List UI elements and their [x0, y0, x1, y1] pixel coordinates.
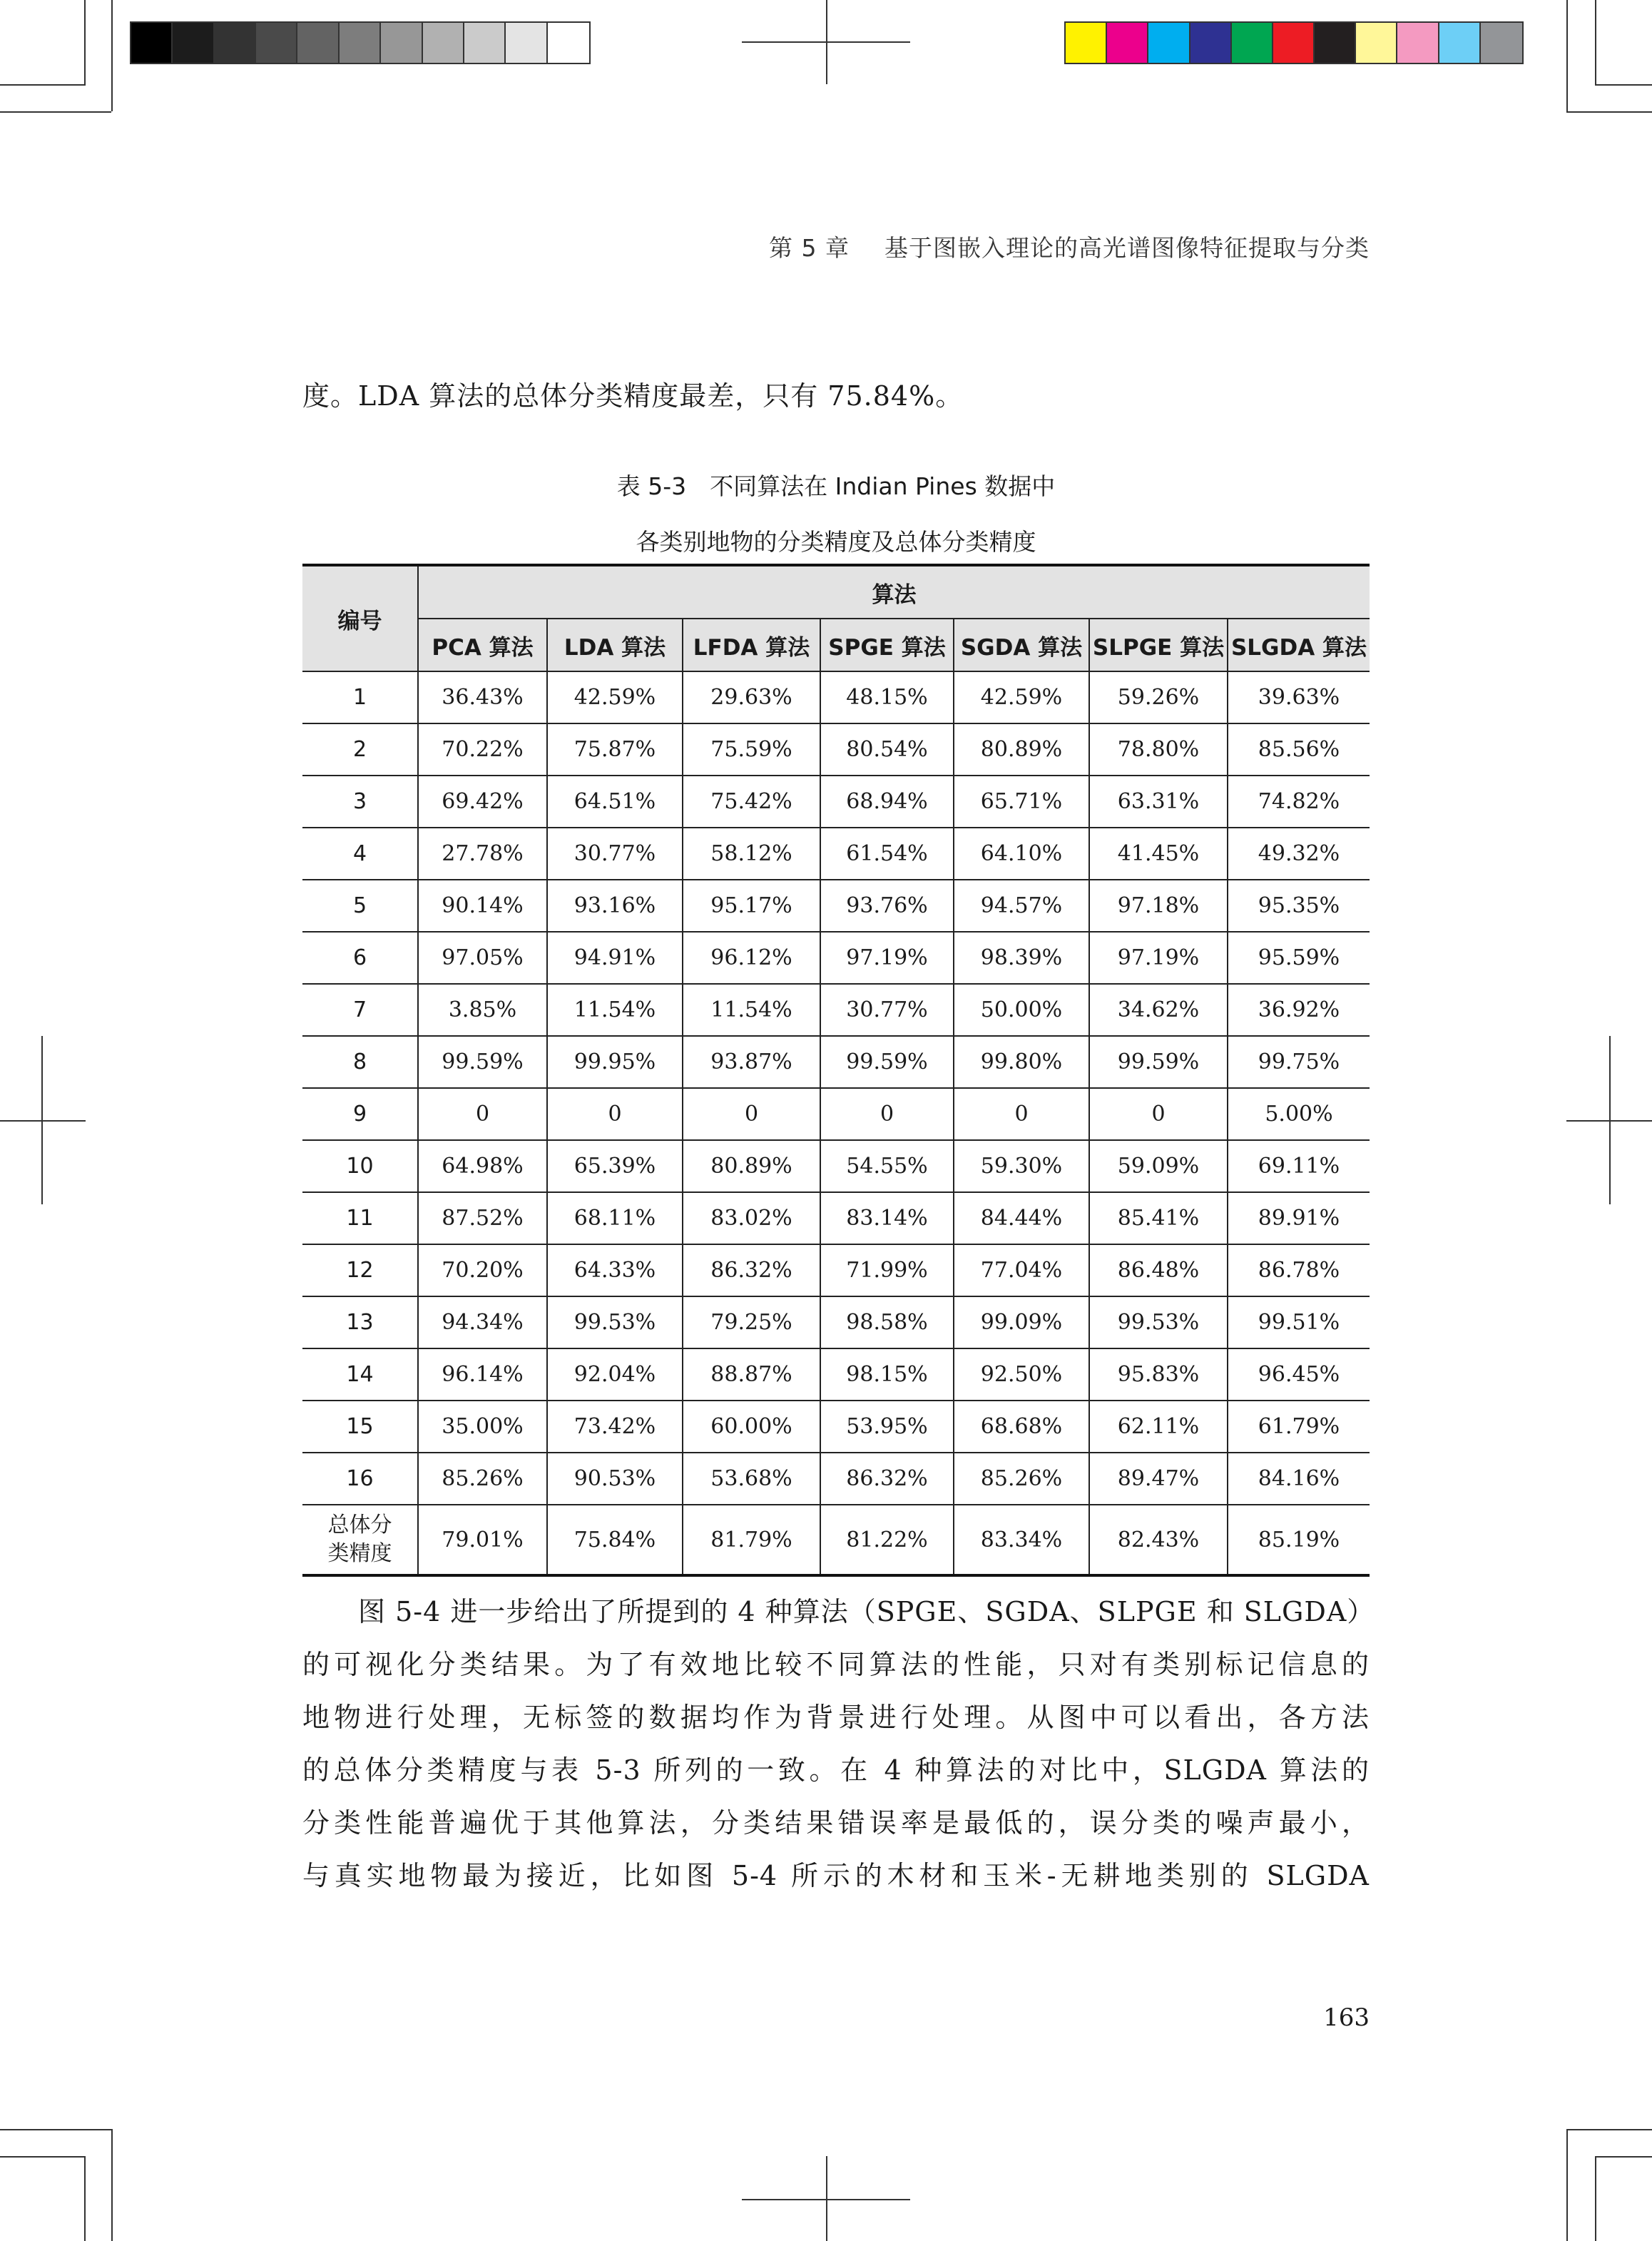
overall-cell: 82.43% — [1089, 1505, 1228, 1575]
table-cell: 50.00% — [954, 984, 1089, 1036]
table-cell: 80.54% — [820, 723, 954, 776]
table-cell: 0 — [418, 1088, 547, 1140]
intro-text: 度。LDA 算法的总体分类精度最差，只有 75.84%。 — [302, 380, 964, 412]
table-cell: 99.80% — [954, 1036, 1089, 1088]
table-row — [302, 671, 1370, 723]
row-id: 10 — [302, 1140, 418, 1192]
table-cell: 99.09% — [954, 1296, 1089, 1348]
table-cell: 99.95% — [547, 1036, 683, 1088]
table-cell: 59.26% — [1089, 671, 1228, 723]
table-cell: 80.89% — [683, 1140, 820, 1192]
swatch-2 — [173, 23, 214, 63]
table-cell: 39.63% — [1228, 671, 1370, 723]
table-cell: 99.59% — [820, 1036, 954, 1088]
table-cell: 98.58% — [820, 1296, 954, 1348]
table-cell: 35.00% — [418, 1401, 547, 1453]
table-cell: 75.59% — [683, 723, 820, 776]
table-cell: 90.53% — [547, 1453, 683, 1505]
column-header: SPGE 算法 — [820, 619, 954, 671]
table-cell: 85.26% — [418, 1453, 547, 1505]
swatch-4 — [256, 23, 297, 63]
table-cell: 85.56% — [1228, 723, 1370, 776]
table-cell: 90.14% — [418, 880, 547, 932]
body-line: 的总体分类精度与表 5-3 所列的一致。在 4 种算法的对比中，SLGDA 算法的 — [302, 1754, 1370, 1786]
table-cell: 85.26% — [954, 1453, 1089, 1505]
table-row — [302, 1192, 1370, 1244]
intro-paragraph — [302, 370, 1370, 422]
table-cell: 83.14% — [820, 1192, 954, 1244]
row-id: 9 — [302, 1088, 418, 1140]
row-id: 2 — [302, 723, 418, 776]
table-cell: 92.50% — [954, 1348, 1089, 1401]
table-cell: 41.45% — [1089, 828, 1228, 880]
row-id: 13 — [302, 1296, 418, 1348]
table-cell: 93.16% — [547, 880, 683, 932]
grayscale-calibration-bar — [130, 21, 591, 64]
table-cell: 36.43% — [418, 671, 547, 723]
overall-cell: 85.19% — [1228, 1505, 1370, 1575]
table-cell: 30.77% — [547, 828, 683, 880]
swatch-8 — [1356, 23, 1397, 63]
table-row — [302, 880, 1370, 932]
swatch-7 — [381, 23, 422, 63]
table-cell: 64.98% — [418, 1140, 547, 1192]
column-header: LDA 算法 — [547, 619, 683, 671]
column-header: SLPGE 算法 — [1089, 619, 1228, 671]
swatch-6 — [340, 23, 381, 63]
table-cell: 85.41% — [1089, 1192, 1228, 1244]
table-cell: 99.59% — [1089, 1036, 1228, 1088]
column-header: SLGDA 算法 — [1228, 619, 1370, 671]
swatch-11 — [1481, 23, 1522, 63]
table-cell: 59.09% — [1089, 1140, 1228, 1192]
table-cell: 0 — [820, 1088, 954, 1140]
table-cell: 30.77% — [820, 984, 954, 1036]
table-row — [302, 1453, 1370, 1505]
swatch-7 — [1315, 23, 1356, 63]
row-id: 6 — [302, 932, 418, 984]
table-row — [302, 723, 1370, 776]
id-column-header: 编号 — [302, 565, 418, 671]
table-cell: 0 — [547, 1088, 683, 1140]
column-header: LFDA 算法 — [683, 619, 820, 671]
table-cell: 73.42% — [547, 1401, 683, 1453]
body-line: 地物进行处理，无标签的数据均作为背景进行处理。从图中可以看出，各方法 — [302, 1702, 1370, 1733]
table-cell: 42.59% — [954, 671, 1089, 723]
table-row — [302, 1088, 1370, 1140]
table-cell: 27.78% — [418, 828, 547, 880]
table-cell: 65.39% — [547, 1140, 683, 1192]
table-cell: 98.39% — [954, 932, 1089, 984]
table-cell: 98.15% — [820, 1348, 954, 1401]
column-header-row — [302, 619, 1370, 671]
swatch-5 — [297, 23, 339, 63]
row-id: 16 — [302, 1453, 418, 1505]
swatch-9 — [1397, 23, 1439, 63]
table-cell: 53.95% — [820, 1401, 954, 1453]
table-cell: 29.63% — [683, 671, 820, 723]
table-cell: 65.71% — [954, 776, 1089, 828]
swatch-6 — [1273, 23, 1315, 63]
table-cell: 74.82% — [1228, 776, 1370, 828]
table-cell: 86.32% — [820, 1453, 954, 1505]
table-cell: 68.68% — [954, 1401, 1089, 1453]
row-id: 1 — [302, 671, 418, 723]
table-row — [302, 1401, 1370, 1453]
table-cell: 58.12% — [683, 828, 820, 880]
table-cell: 49.32% — [1228, 828, 1370, 880]
color-calibration-bar — [1064, 21, 1524, 64]
table-cell: 97.19% — [1089, 932, 1228, 984]
row-id: 7 — [302, 984, 418, 1036]
row-id: 12 — [302, 1244, 418, 1296]
algorithm-group-header: 算法 — [418, 565, 1370, 619]
table-cell: 70.22% — [418, 723, 547, 776]
table-cell: 63.31% — [1089, 776, 1228, 828]
table-cell: 42.59% — [547, 671, 683, 723]
overall-label-line2: 类精度 — [327, 1541, 392, 1566]
body-line: 与真实地物最为接近，比如图 5-4 所示的木材和玉米-无耕地类别的 SLGDA — [302, 1860, 1370, 1891]
table-cell: 75.87% — [547, 723, 683, 776]
row-id: 3 — [302, 776, 418, 828]
table-cell: 0 — [683, 1088, 820, 1140]
table-cell: 69.11% — [1228, 1140, 1370, 1192]
table-caption-line1: 表 5-3 不同算法在 Indian Pines 数据中 — [616, 472, 1056, 500]
overall-cell: 81.79% — [683, 1505, 820, 1575]
table-cell: 34.62% — [1089, 984, 1228, 1036]
swatch-5 — [1232, 23, 1273, 63]
table-cell: 59.30% — [954, 1140, 1089, 1192]
body-paragraph — [302, 1585, 1375, 1902]
table-cell: 64.51% — [547, 776, 683, 828]
table-cell: 95.59% — [1228, 932, 1370, 984]
table-cell: 0 — [1089, 1088, 1228, 1140]
table-cell: 99.53% — [547, 1296, 683, 1348]
table-cell: 80.89% — [954, 723, 1089, 776]
page-number: 163 — [1323, 2003, 1370, 2032]
table-cell: 93.87% — [683, 1036, 820, 1088]
table-cell: 11.54% — [547, 984, 683, 1036]
table-cell: 87.52% — [418, 1192, 547, 1244]
table-cell: 95.17% — [683, 880, 820, 932]
table-cell: 68.94% — [820, 776, 954, 828]
table-cell: 84.16% — [1228, 1453, 1370, 1505]
table-row — [302, 828, 1370, 880]
table-cell: 61.54% — [820, 828, 954, 880]
row-id: 8 — [302, 1036, 418, 1088]
body-line: 图 5-4 进一步给出了所提到的 4 种算法（SPGE、SGDA、SLPGE 和 SLGDA） — [302, 1596, 1375, 1627]
overall-accuracy-label — [302, 1505, 418, 1575]
table-cell: 94.91% — [547, 932, 683, 984]
table-cell: 64.33% — [547, 1244, 683, 1296]
table-cell: 89.47% — [1089, 1453, 1228, 1505]
table-cell: 96.14% — [418, 1348, 547, 1401]
table-cell: 99.75% — [1228, 1036, 1370, 1088]
table-cell: 96.45% — [1228, 1348, 1370, 1401]
table-row — [302, 1036, 1370, 1088]
header-chapter: 第 5 章 — [769, 234, 850, 262]
overall-cell: 81.22% — [820, 1505, 954, 1575]
table-cell: 99.59% — [418, 1036, 547, 1088]
swatch-2 — [1107, 23, 1148, 63]
overall-cell: 75.84% — [547, 1505, 683, 1575]
table-caption-line2: 各类别地物的分类精度及总体分类精度 — [636, 528, 1036, 556]
table-cell: 75.42% — [683, 776, 820, 828]
swatch-10 — [1439, 23, 1481, 63]
table-row — [302, 1244, 1370, 1296]
table-cell: 71.99% — [820, 1244, 954, 1296]
table-cell: 64.10% — [954, 828, 1089, 880]
table-cell: 93.76% — [820, 880, 954, 932]
table-cell: 70.20% — [418, 1244, 547, 1296]
table-cell: 88.87% — [683, 1348, 820, 1401]
table-cell: 94.34% — [418, 1296, 547, 1348]
accuracy-table — [302, 564, 1370, 1577]
table-cell: 94.57% — [954, 880, 1089, 932]
column-header: SGDA 算法 — [954, 619, 1089, 671]
running-header — [769, 230, 1370, 263]
table-cell: 86.48% — [1089, 1244, 1228, 1296]
table-cell: 0 — [954, 1088, 1089, 1140]
table-cell: 84.44% — [954, 1192, 1089, 1244]
table-cell: 97.18% — [1089, 880, 1228, 932]
table-row — [302, 1140, 1370, 1192]
table-cell: 53.68% — [683, 1453, 820, 1505]
body-line: 的可视化分类结果。为了有效地比较不同算法的性能，只对有类别标记信息的 — [302, 1649, 1370, 1680]
swatch-11 — [548, 23, 589, 63]
table-cell: 95.83% — [1089, 1348, 1228, 1401]
swatch-1 — [1066, 23, 1107, 63]
table-cell: 97.05% — [418, 932, 547, 984]
table-cell: 99.53% — [1089, 1296, 1228, 1348]
table-cell: 77.04% — [954, 1244, 1089, 1296]
swatch-3 — [215, 23, 256, 63]
table-cell: 96.12% — [683, 932, 820, 984]
table-cell: 60.00% — [683, 1401, 820, 1453]
table-cell: 97.19% — [820, 932, 954, 984]
table-cell: 11.54% — [683, 984, 820, 1036]
row-id: 5 — [302, 880, 418, 932]
table-cell: 83.02% — [683, 1192, 820, 1244]
column-header: PCA 算法 — [418, 619, 547, 671]
row-id: 15 — [302, 1401, 418, 1453]
row-id: 11 — [302, 1192, 418, 1244]
table-cell: 62.11% — [1089, 1401, 1228, 1453]
table-cell: 95.35% — [1228, 880, 1370, 932]
table-cell: 54.55% — [820, 1140, 954, 1192]
row-id: 14 — [302, 1348, 418, 1401]
table-cell: 86.32% — [683, 1244, 820, 1296]
header-title: 基于图嵌入理论的高光谱图像特征提取与分类 — [884, 234, 1370, 262]
table-cell: 92.04% — [547, 1348, 683, 1401]
overall-cell: 83.34% — [954, 1505, 1089, 1575]
table-cell: 99.51% — [1228, 1296, 1370, 1348]
overall-cell: 79.01% — [418, 1505, 547, 1575]
table-cell: 5.00% — [1228, 1088, 1370, 1140]
swatch-8 — [423, 23, 464, 63]
table-cell: 86.78% — [1228, 1244, 1370, 1296]
table-cell: 78.80% — [1089, 723, 1228, 776]
table-row — [302, 1296, 1370, 1348]
swatch-10 — [506, 23, 547, 63]
overall-label-line1: 总体分 — [327, 1513, 392, 1538]
table-row — [302, 984, 1370, 1036]
swatch-9 — [464, 23, 506, 63]
overall-accuracy-row — [302, 1505, 1370, 1575]
table-cell: 3.85% — [418, 984, 547, 1036]
swatch-3 — [1148, 23, 1190, 63]
row-id: 4 — [302, 828, 418, 880]
table-row — [302, 776, 1370, 828]
body-line: 分类性能普遍优于其他算法，分类结果错误率是最低的，误分类的噪声最小， — [302, 1807, 1370, 1839]
table-cell: 68.11% — [547, 1192, 683, 1244]
table-cell: 89.91% — [1228, 1192, 1370, 1244]
table-cell: 79.25% — [683, 1296, 820, 1348]
table-cell: 61.79% — [1228, 1401, 1370, 1453]
swatch-4 — [1190, 23, 1232, 63]
table-row — [302, 1348, 1370, 1401]
table-row — [302, 932, 1370, 984]
table-cell: 36.92% — [1228, 984, 1370, 1036]
swatch-1 — [131, 23, 173, 63]
table-cell: 48.15% — [820, 671, 954, 723]
table-cell: 69.42% — [418, 776, 547, 828]
